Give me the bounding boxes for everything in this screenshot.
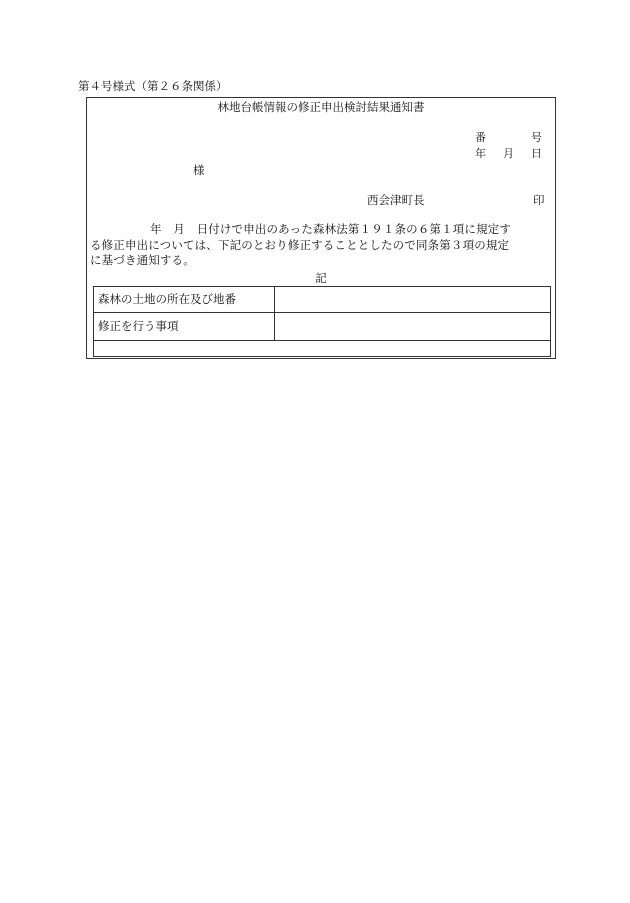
notice-body bbox=[90, 222, 552, 269]
seal-mark: 印 bbox=[533, 193, 545, 207]
body-line-1: 年 月 日付けで申出のあった森林法第１９１条の６第１項に規定す bbox=[150, 222, 512, 236]
row-blank[interactable] bbox=[94, 341, 551, 357]
row-label-location: 森林の土地の所在及び地番 bbox=[94, 287, 275, 313]
row-value-location[interactable] bbox=[275, 287, 551, 313]
notice-document bbox=[86, 97, 556, 359]
number-go-label: 号 bbox=[531, 131, 542, 144]
date-year-label: 年 bbox=[475, 147, 486, 160]
form-number-label: 第４号様式（第２６条関係） bbox=[78, 79, 228, 93]
table-row bbox=[94, 313, 551, 341]
date-month-label: 月 bbox=[503, 147, 514, 160]
row-value-correction[interactable] bbox=[275, 313, 551, 341]
row-label-correction: 修正を行う事項 bbox=[94, 313, 275, 341]
body-line-2: る修正申出については、下記のとおり修正することとしたので同条第３項の規定 bbox=[90, 237, 510, 252]
number-ban-label: 番 bbox=[475, 131, 486, 144]
document-title: 林地台帳情報の修正申出検討結果通知書 bbox=[217, 100, 425, 114]
body-line-3: に基づき通知する。 bbox=[90, 253, 195, 267]
ki-heading: 記 bbox=[315, 271, 327, 285]
table-row bbox=[94, 341, 551, 357]
detail-table bbox=[93, 286, 551, 357]
issuer-name: 西会津町長 bbox=[367, 193, 425, 207]
table-row bbox=[94, 287, 551, 313]
date-day-label: 日 bbox=[531, 147, 542, 160]
addressee-honorific: 様 bbox=[193, 163, 205, 177]
